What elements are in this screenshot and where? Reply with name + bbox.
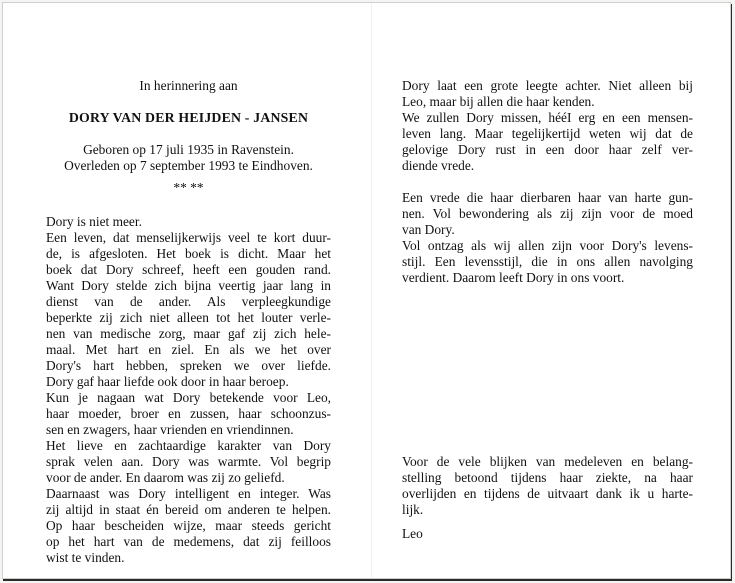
text-line: Een vrede die haar dierbaren haar van harte gun- (402, 190, 693, 205)
text-line: nen van medische zorg, maar gaf zij zich hele- (46, 326, 331, 341)
text-line: Dory gaf haar liefde ook door in haar beroep. (46, 374, 289, 389)
text-line: overlijden en tijdens de uitvaart dank ik u harte- (402, 486, 693, 501)
text-line: Want Dory stelde zich bijna veertig jaar lang in (46, 278, 331, 293)
text-line: Op haar bescheiden wijze, maar steeds gericht (46, 518, 331, 533)
text-line: Dory's hart hebben, spreken we over liefde. (46, 358, 331, 373)
text-line: maal. Met hart en ziel. En als we het over (46, 342, 331, 357)
text-line: Leo, maar bij allen die haar kenden. (402, 94, 595, 109)
text-line: nen. Vol bewondering als zij zijn voor de moed (402, 206, 693, 221)
text-line: zij altijd in staat én bereid om anderen te helpen. (46, 502, 331, 517)
intro-text: In herinnering aan (139, 78, 238, 93)
text-line: lijk. (402, 502, 424, 517)
text-line: op het hart van de medemens, dat zij feilloos (46, 534, 331, 549)
deceased-name: DORY VAN DER HEIJDEN - JANSEN (68, 110, 309, 125)
text-line: stelling betoond tijdens haar ziekte, na haar (402, 470, 693, 485)
text-line: Kun je nagaan wat Dory betekende voor Leo, (46, 390, 331, 405)
text-line: stijl. Een levensstijl, die in ons allen navolging (402, 254, 693, 269)
text-line: Daarnaast was Dory intelligent en integer. Was (46, 486, 331, 501)
text-line: Dory is niet meer. (46, 214, 142, 229)
text-line: We zullen Dory missen, hééI erg en een mensen- (402, 110, 693, 125)
text-line: boek dat Dory schreef, heeft een gouden rand. (46, 262, 331, 277)
separator-stars: ** ** (173, 180, 204, 195)
text-line: diende vrede. (402, 158, 475, 173)
text-line: wist te vinden. (46, 550, 125, 565)
text-line: voor de ander. En daarom was zij zo geliefd. (46, 470, 285, 485)
signature: Leo (402, 526, 423, 541)
text-line: sen en zwagers, haar vrienden en vriendinnen. (46, 422, 294, 437)
text-line: Het lieve en zachtaardige karakter van Dory (46, 438, 331, 453)
text-line: Een leven, dat menselijkerwijs veel te kort duur- (46, 230, 331, 245)
fold-line (371, 3, 372, 578)
text-line: sprak velen aan. Dory was warmte. Vol begrip (46, 454, 331, 469)
text-line: gelovige Dory rust in een door haar zelf ver- (402, 142, 693, 157)
text-line: verdient. Daarom leeft Dory in ons voort. (402, 270, 625, 285)
text-line: de, is afgesloten. Het boek is dicht. Maar het (46, 246, 331, 261)
text-line: Dory laat een grote leegte achter. Niet alleen bij (402, 78, 693, 93)
memorial-card (2, 2, 731, 579)
text-line: leven lang. Maar tegelijkertijd weten wij dat de (402, 126, 693, 141)
death-line: Overleden op 7 september 1993 te Eindhoven. (64, 158, 313, 173)
birth-line: Geboren op 17 juli 1935 in Ravenstein. (83, 142, 294, 157)
text-line: Voor de vele blijken van medeleven en belang- (402, 454, 693, 469)
text-line: van Dory. (402, 222, 455, 237)
text-line: haar moeder, broer en zussen, haar schoonzus- (46, 406, 331, 421)
text-line: beperkte zij zich niet alleen tot het louter verle- (46, 310, 331, 325)
text-line: Vol ontzag als wij allen zijn voor Dory's levens- (402, 238, 693, 253)
text-line: dienst van de ander. Als verpleegkundige (46, 294, 331, 309)
